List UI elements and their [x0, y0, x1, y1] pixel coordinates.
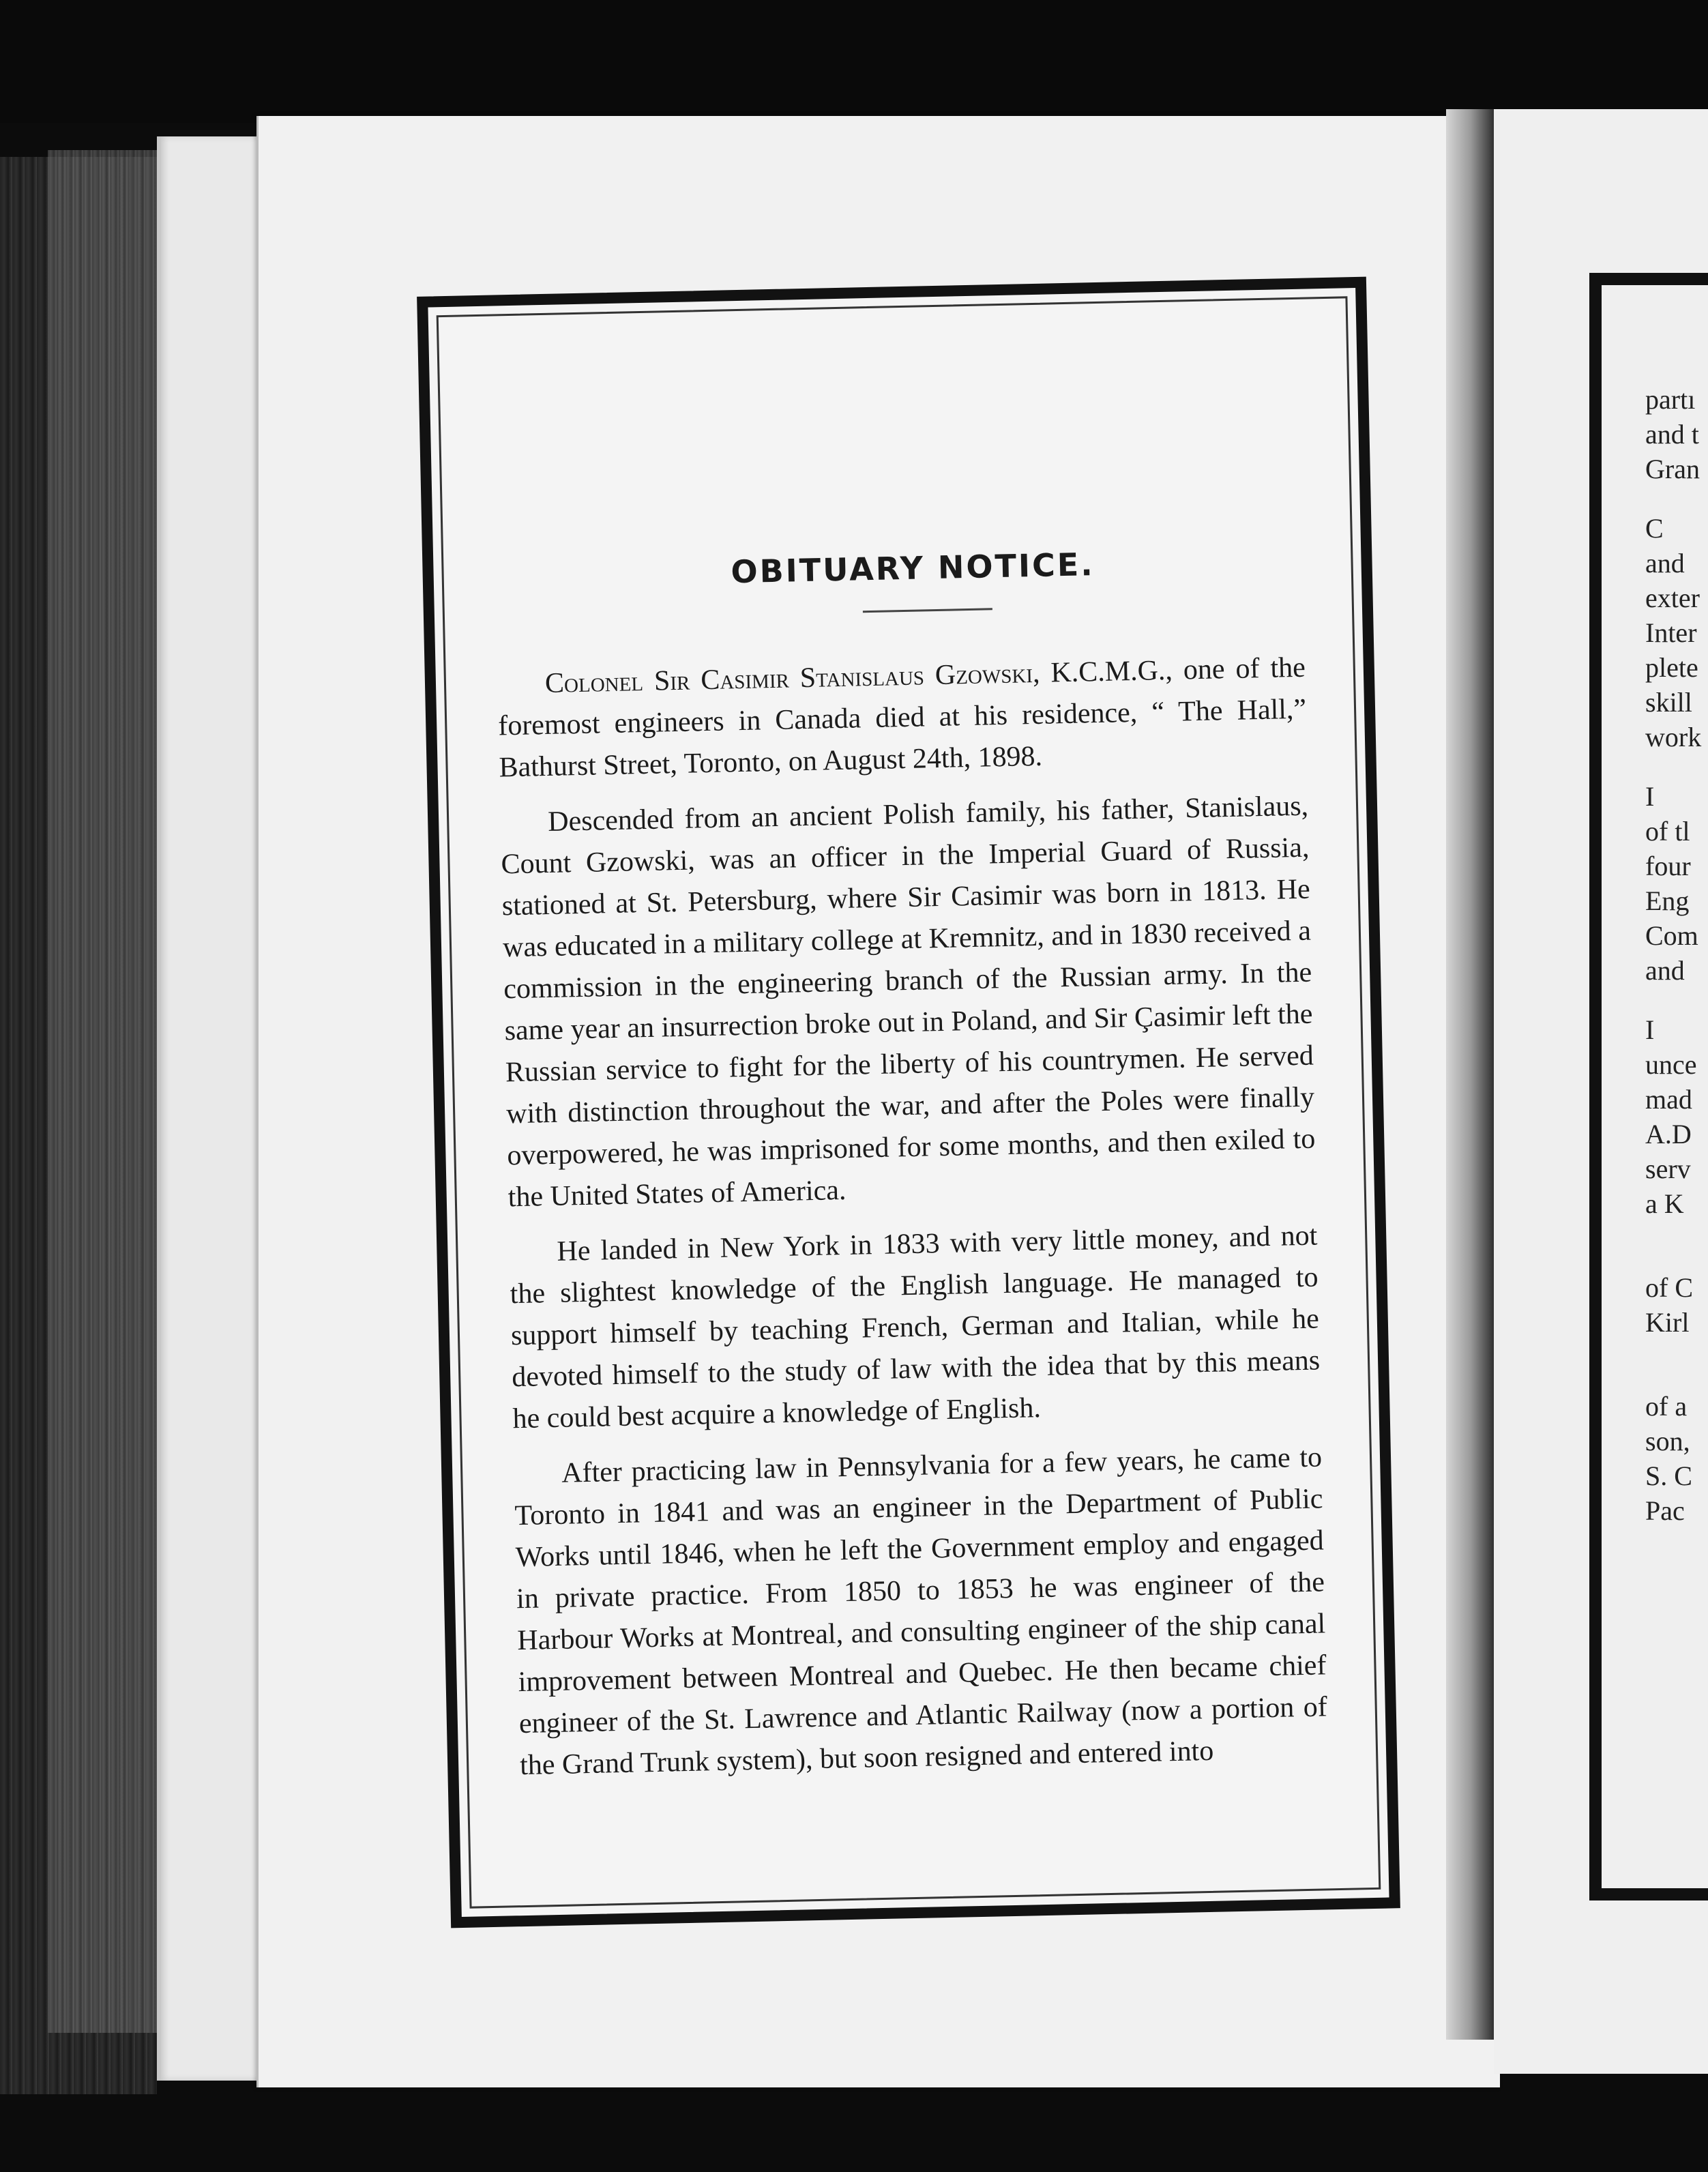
facing-page-line: Eng: [1645, 885, 1690, 916]
facing-page-line: and: [1645, 548, 1685, 578]
paragraph-4: After practicing law in Pennsylvania for a few years, he came to Toronto in 1841 and was an engineer in the Department of Public Works until 1846, when he left the Government employ and engaged in private practice. From 1850 to 1853 he was engineer of the Harbour Works at Montreal, and consulting engineer of the ship canal improvement between Montreal and Quebec. He then became chief engineer of the St. Lawrence and Atlantic Railway (now a portion of the Grand Trunk system), but soon resigned and entered into: [514, 1441, 1328, 1782]
facing-page-line: Kirl: [1645, 1307, 1690, 1338]
facing-page-line: [1645, 1364, 1708, 1389]
obituary-content: [495, 542, 1329, 1800]
facing-page-line: of tl: [1645, 816, 1690, 847]
facing-page-line: son,: [1645, 1426, 1690, 1456]
facing-page-line: Pac: [1645, 1495, 1685, 1526]
scan-background: [0, 0, 1708, 123]
facing-page-line: of a: [1645, 1391, 1688, 1422]
facing-page-line: partı: [1645, 384, 1696, 415]
facing-page-line: I: [1645, 781, 1655, 812]
facing-page-line: plete: [1645, 652, 1698, 683]
paragraph-3: He landed in New York in 1833 with very little money, and not the slightest knowledge of the English language. He managed to support himself by teaching French, German and Italian, while he devoted himself to the study of law with the idea that by this means he could best acquire a knowledge of English.: [510, 1220, 1321, 1435]
mourning-border: [417, 277, 1400, 1928]
facing-page-line: Com: [1645, 920, 1698, 951]
facing-page-line: mad: [1645, 1084, 1692, 1115]
facing-page-line: four: [1645, 851, 1691, 881]
facing-page-line: [1645, 486, 1708, 511]
facing-page-line: serv: [1645, 1154, 1691, 1184]
paragraph-1: [497, 647, 1308, 789]
facing-page-line: and: [1645, 955, 1685, 986]
facing-page-line: [1645, 1221, 1708, 1246]
facing-page-line: and t: [1645, 419, 1699, 450]
facing-page-line: skill: [1645, 687, 1692, 718]
paragraph-1-text: , K.C.M.G., one of the foremost engineers in Canada died at his residence, “ The Hall,” Bathurst Street, Toronto, on August 24th, 1898.: [497, 651, 1307, 784]
facing-page-line: [1645, 1246, 1708, 1270]
facing-page-line: I: [1645, 1014, 1655, 1045]
facing-page-line: exter: [1645, 583, 1700, 613]
facing-page-line: Gran: [1645, 454, 1700, 484]
facing-page-text: [1645, 382, 1708, 1528]
lead-name: Colonel Sir Casimir Stanislaus Gzowski: [544, 658, 1033, 700]
facing-page-line: [1645, 988, 1708, 1012]
facing-page-line: A.D: [1645, 1119, 1692, 1149]
facing-page-line: C: [1645, 513, 1664, 544]
document-title: OBITUARY NOTICE.: [730, 546, 1095, 591]
paragraph-2: Descended from an ancient Polish family, his father, Stanislaus, Count Gzowski, was an officer in the Imperial Guard of Russia, stationed at St. Petersburg, where Sir Casimir was born in 1813. He was educated in a military college at Kremnitz, and in 1830 received a commission in the engineering branch of the Russian army. In the same year an insurrection broke out in Poland, and Sir Çasimir left the Russian service to fight for the liberty of his countrymen. He served with distinction throughout the war, and after the Poles were finally overpowered, he was imprisoned for some months, and then exiled to the United States of America.: [501, 790, 1316, 1214]
facing-page-line: [1645, 754, 1708, 779]
facing-page-line: work: [1645, 722, 1702, 752]
facing-page-line: S. C: [1645, 1461, 1692, 1491]
facing-page-line: a K: [1645, 1188, 1684, 1219]
title-divider: [862, 608, 992, 613]
facing-page-line: Inter: [1645, 617, 1697, 648]
facing-page-line: [1645, 1340, 1708, 1364]
facing-page-line: unce: [1645, 1049, 1697, 1080]
facing-page-line: of C: [1645, 1272, 1693, 1303]
